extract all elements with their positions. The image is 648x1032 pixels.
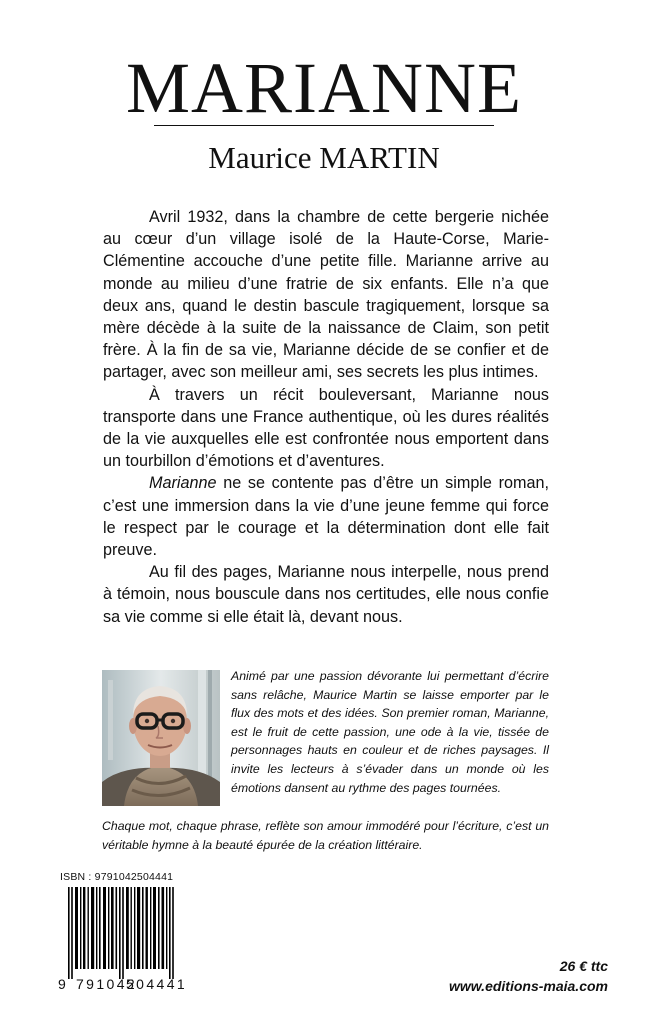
author-bio-text: Animé par une passion dévorante lui permettant d’écrire sans relâche, Maurice Martin se laisse emporter par le flux des mots et des idées. Son premier roman, Marianne, est le fruit de cette passion, une ode à la vie, tissée de personnages hauts en couleur et de riches paysages. Il invite les lecteurs à s’évader dans un monde où les émotions dansent au rythme des pages tournées. bbox=[231, 669, 549, 795]
price: 26 € ttc bbox=[559, 958, 608, 974]
blurb-paragraph-3-text: ne se contente pas d’être un simple roman, c’est une immersion dans la vie d’une jeune femme qui force le respect par le courage et la détermination dont elle fait preuve. bbox=[103, 474, 549, 560]
isbn-label: ISBN : 9791042504441 bbox=[60, 871, 174, 883]
author-bio bbox=[231, 667, 549, 797]
blurb-paragraph-1: Avril 1932, dans la chambre de cette bergerie nichée au cœur d’un village isolé de la Haute-Corse, Marie-Clémentine accouche d’une petite fille. Marianne arrive au monde au milieu d’une fratrie de six enfants. Elle n’a que deux ans, quand le destin bascule tragiquement, lorsque sa mère décède à la suite de la naissance de Claim, son petit frère. À la fin de sa vie, Marianne décide de se confier et de partager, avec son meilleur ami, ses secrets les plus intimes. bbox=[103, 208, 549, 382]
blurb-paragraph-4: Au fil des pages, Marianne nous interpelle, nous prend à témoin, nous bouscule dans nos certitudes, elle nous confie sa vie comme si elle était là, devant nous. bbox=[103, 563, 549, 626]
book-title: MARIANNE bbox=[126, 48, 522, 128]
blurb-paragraph-3 bbox=[103, 472, 549, 561]
author-portrait-icon bbox=[102, 670, 220, 806]
author-bio-closing: Chaque mot, chaque phrase, reflète son amour immodéré pour l’écriture, c’est un véritable hymne à la beauté épurée de la création littéraire. bbox=[102, 819, 549, 852]
publisher-website[interactable]: www.editions-maia.com bbox=[449, 978, 608, 994]
author-bio-continued bbox=[102, 817, 549, 854]
author-photo bbox=[102, 670, 220, 806]
author-name: Maurice MARTIN bbox=[208, 140, 440, 175]
barcode-digits-left: 791042 bbox=[76, 976, 138, 992]
barcode-digits-right: 504441 bbox=[126, 976, 188, 992]
barcode-icon bbox=[58, 887, 186, 979]
blurb-paragraph-2: À travers un récit bouleversant, Marianne nous transporte dans une France authentique, où les dures réalités de la vie auxquelles elle est confrontée nous emportent dans un tourbillon d’émotions et d’aventures. bbox=[103, 385, 549, 471]
title-divider bbox=[154, 125, 494, 126]
blurb-title-italic: Marianne bbox=[149, 474, 217, 493]
blurb bbox=[103, 206, 549, 628]
barcode-digit-prefix: 9 bbox=[58, 976, 69, 992]
